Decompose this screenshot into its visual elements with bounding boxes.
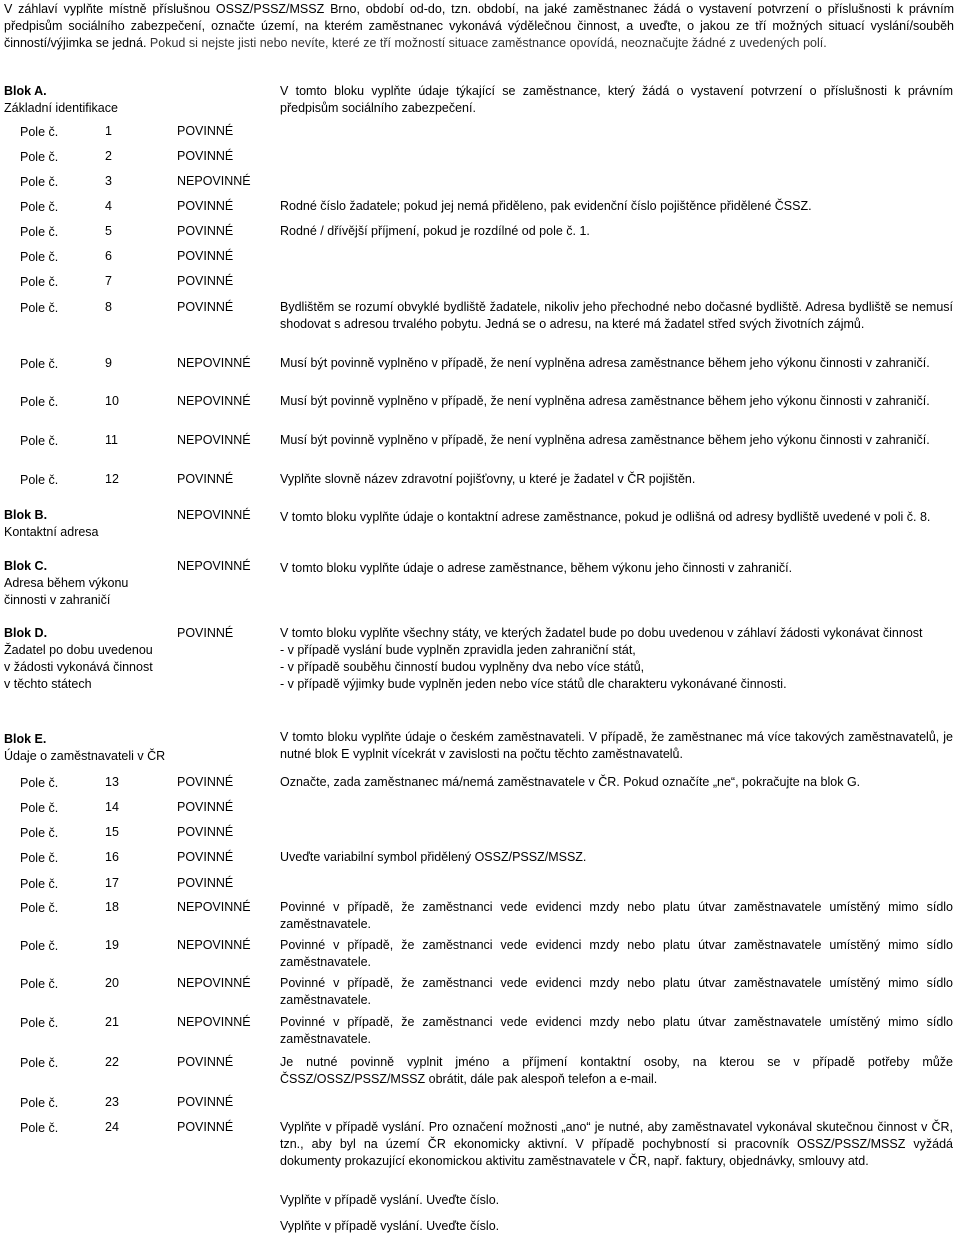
block-d-heading <box>4 625 154 693</box>
field-status: POVINNÉ <box>177 825 234 839</box>
field-number: 23 <box>105 1095 119 1109</box>
block-d-desc-line: - v případě souběhu činností budou vyplněny dva nebo více států, <box>280 660 645 674</box>
field-status: POVINNÉ <box>177 199 234 213</box>
field-number: 22 <box>105 1055 119 1069</box>
field-description: Povinné v případě, že zaměstnanci vede evidenci mzdy nebo platu útvar zaměstnavatele umístěný mimo sídlo zaměstnavatele. <box>280 976 953 1007</box>
field-description: Rodné / dřívější příjmení, pokud je rozdílné od pole č. 1. <box>280 224 590 238</box>
block-d-title: Blok D. <box>4 626 48 640</box>
field-label: Pole č. <box>20 1121 59 1135</box>
field-status: NEPOVINNÉ <box>177 1015 251 1029</box>
block-a-subtitle: Základní identifikace <box>4 101 118 115</box>
field-label: Pole č. <box>20 250 59 264</box>
field-status: POVINNÉ <box>177 124 234 138</box>
field-status: POVINNÉ <box>177 224 234 238</box>
field-status: NEPOVINNÉ <box>177 900 251 914</box>
field-label: Pole č. <box>20 200 59 214</box>
field-number: 5 <box>105 224 112 238</box>
field-number: 12 <box>105 472 119 486</box>
block-c-heading <box>4 558 164 609</box>
block-e-description: V tomto bloku vyplňte údaje o českém zaměstnavateli. V případě, že zaměstnanec má více takových zaměstnavatelů, je nutné blok E vyplnit vícekrát v zavislosti na počtu těchto zaměstnavatelů. <box>280 730 953 761</box>
field-label: Pole č. <box>20 395 59 409</box>
field-label: Pole č. <box>20 801 59 815</box>
field-label: Pole č. <box>20 434 59 448</box>
block-d-desc-line: - v případě vyslání bude vyplněn zpravidla jeden zahraniční stát, <box>280 643 636 657</box>
field-description: Uveďte variabilní symbol přidělený OSSZ/PSSZ/MSSZ. <box>280 850 587 864</box>
field-status: POVINNÉ <box>177 149 234 163</box>
field-number: 11 <box>105 433 118 447</box>
block-b-subtitle: Kontaktní adresa <box>4 525 99 539</box>
extra-note: Vyplňte v případě vyslání. Uveďte číslo. <box>280 1219 500 1233</box>
block-d-status: POVINNÉ <box>177 626 234 640</box>
block-d-desc-line: - v případě výjimky bude vyplněn jeden nebo více států dle charakteru vykonávané činnosti. <box>280 677 787 691</box>
field-status: POVINNÉ <box>177 1055 234 1069</box>
extra-note: Vyplňte v případě vyslání. Uveďte číslo. <box>280 1193 500 1207</box>
field-number: 24 <box>105 1120 119 1134</box>
field-description: Povinné v případě, že zaměstnanci vede evidenci mzdy nebo platu útvar zaměstnavatele umístěný mimo sídlo zaměstnavatele. <box>280 1015 953 1046</box>
field-number: 16 <box>105 850 119 864</box>
field-label: Pole č. <box>20 826 59 840</box>
block-a-description: V tomto bloku vyplňte údaje týkající se zaměstnance, který žádá o vystavení potvrzení o příslušnosti k právním předpisům sociálního zabezpečení. <box>280 84 953 115</box>
block-b-status: NEPOVINNÉ <box>177 508 251 522</box>
block-b-description: V tomto bloku vyplňte údaje o kontaktní adrese zaměstnance, pokud je odlišná od adresy bydliště uvedené v poli č. 8. <box>280 510 931 524</box>
block-e-title: Blok E. <box>4 732 47 746</box>
field-number: 17 <box>105 876 119 890</box>
block-c-description: V tomto bloku vyplňte údaje o adrese zaměstnance, během výkonu jeho činnosti v zahraničí. <box>280 561 793 575</box>
block-b-title: Blok B. <box>4 508 48 522</box>
field-status: NEPOVINNÉ <box>177 433 251 447</box>
field-label: Pole č. <box>20 977 59 991</box>
intro-text-main: V záhlaví vyplňte místně příslušnou OSSZ/PSSZ/MSSZ Brno, období od-do, tzn. období, na jaké zaměstnanec žádá o vystavení potvrzení o příslušnosti k právním předpisům sociálního zabezpečení, označte území, na kterém zaměstnanec vykonává výdělečnou činnost, a uveďte, o jakou ze tří možných situací vyslání/souběh činností/výjimka se jedná. <box>4 2 954 50</box>
field-number: 1 <box>105 124 112 138</box>
field-status: POVINNÉ <box>177 800 234 814</box>
field-status: NEPOVINNÉ <box>177 976 251 990</box>
field-status: POVINNÉ <box>177 1095 234 1109</box>
field-number: 6 <box>105 249 112 263</box>
field-label: Pole č. <box>20 1056 59 1070</box>
field-number: 9 <box>105 356 112 370</box>
field-status: NEPOVINNÉ <box>177 938 251 952</box>
field-label: Pole č. <box>20 851 59 865</box>
field-status: POVINNÉ <box>177 876 234 890</box>
field-label: Pole č. <box>20 225 59 239</box>
field-description: Je nutné povinně vyplnit jméno a příjmení kontaktní osoby, na kterou se v případě potřeby může ČSSZ/OSSZ/PSSZ/MSSZ obrátit, dále pak alespoň telefon a e-mail. <box>280 1055 953 1086</box>
field-description: Označte, zada zaměstnanec má/nemá zaměstnavatele v ČR. Pokud označíte „ne“, pokračujte na blok G. <box>280 775 861 789</box>
block-a-heading <box>4 83 174 117</box>
field-status: NEPOVINNÉ <box>177 394 251 408</box>
field-number: 14 <box>105 800 119 814</box>
block-d-description <box>280 625 953 693</box>
block-c-status: NEPOVINNÉ <box>177 559 251 573</box>
field-label: Pole č. <box>20 1096 59 1110</box>
field-label: Pole č. <box>20 301 59 315</box>
field-label: Pole č. <box>20 877 59 891</box>
field-status: NEPOVINNÉ <box>177 174 251 188</box>
field-label: Pole č. <box>20 901 59 915</box>
field-description: Vyplňte v případě vyslání. Pro označení možnosti „ano“ je nutné, aby zaměstnavatel vykonával skutečnou činnost v ČR, tzn., aby byl na území ČR ekonomicky aktivní. V případě pochybností si pracovník OSSZ/PSSZ/MSSZ vyžádá dokumenty prokazující ekonomickou aktivitu zaměstnavatele v ČR, např. faktury, objednávky, smlouvy atd. <box>280 1120 953 1168</box>
field-description: Povinné v případě, že zaměstnanci vede evidenci mzdy nebo platu útvar zaměstnavatele umístěný mimo sídlo zaměstnavatele. <box>280 938 953 969</box>
field-label: Pole č. <box>20 125 59 139</box>
field-label: Pole č. <box>20 939 59 953</box>
field-description: Bydlištěm se rozumí obvyklé bydliště žadatele, nikoliv jeho přechodné nebo dočasné bydliště. Adresa bydliště se nemusí shodovat s adresou trvalého pobytu. Jedná se o adresu, na které má žadatel střed svých životních zájmů. <box>280 300 953 331</box>
block-c-title: Blok C. <box>4 559 48 573</box>
field-label: Pole č. <box>20 275 59 289</box>
field-number: 15 <box>105 825 119 839</box>
field-description: Rodné číslo žadatele; pokud jej nemá přiděleno, pak evidenční číslo pojištěnce přidělené ČSSZ. <box>280 199 812 213</box>
field-number: 4 <box>105 199 112 213</box>
field-label: Pole č. <box>20 357 59 371</box>
field-number: 3 <box>105 174 112 188</box>
field-number: 18 <box>105 900 119 914</box>
field-status: POVINNÉ <box>177 300 234 314</box>
field-label: Pole č. <box>20 776 59 790</box>
field-number: 19 <box>105 938 119 952</box>
field-number: 2 <box>105 149 112 163</box>
field-number: 13 <box>105 775 119 789</box>
field-status: POVINNÉ <box>177 850 234 864</box>
field-status: POVINNÉ <box>177 274 234 288</box>
intro-text-note: Pokud si nejste jisti nebo nevíte, které ze tří možností situace zaměstnance opovídá, neoznačujte žádné z uvedených polí. <box>149 36 827 50</box>
field-status: POVINNÉ <box>177 472 234 486</box>
field-description: Musí být povinně vyplněno v případě, že není vyplněna adresa zaměstnance během jeho výkonu činnosti v zahraničí. <box>280 356 930 370</box>
field-description: Musí být povinně vyplněno v případě, že není vyplněna adresa zaměstnance během jeho výkonu činnosti v zahraničí. <box>280 433 930 447</box>
field-label: Pole č. <box>20 1016 59 1030</box>
block-e-subtitle: Údaje o zaměstnavateli v ČR <box>4 749 166 763</box>
block-a-title: Blok A. <box>4 84 47 98</box>
field-number: 21 <box>105 1015 119 1029</box>
intro-paragraph <box>4 1 954 52</box>
field-status: NEPOVINNÉ <box>177 356 251 370</box>
field-number: 8 <box>105 300 112 314</box>
field-description: Povinné v případě, že zaměstnanci vede evidenci mzdy nebo platu útvar zaměstnavatele umístěný mimo sídlo zaměstnavatele. <box>280 900 953 931</box>
block-d-desc-line: V tomto bloku vyplňte všechny státy, ve kterých žadatel bude po dobu uvedenou v záhlaví žádosti vykonávat činnost <box>280 626 923 640</box>
block-c-subtitle: Adresa během výkonu činnosti v zahraničí <box>4 576 129 607</box>
block-b-heading <box>4 507 174 541</box>
field-status: POVINNÉ <box>177 775 234 789</box>
field-label: Pole č. <box>20 175 59 189</box>
field-label: Pole č. <box>20 473 59 487</box>
field-label: Pole č. <box>20 150 59 164</box>
field-number: 10 <box>105 394 119 408</box>
block-e-heading <box>4 731 174 765</box>
field-status: POVINNÉ <box>177 1120 234 1134</box>
field-number: 20 <box>105 976 119 990</box>
field-description: Vyplňte slovně název zdravotní pojišťovny, u které je žadatel v ČR pojištěn. <box>280 472 696 486</box>
block-d-subtitle: Žadatel po dobu uvedenou v žádosti vykonává činnost v těchto státech <box>4 643 153 691</box>
field-number: 7 <box>105 274 112 288</box>
field-description: Musí být povinně vyplněno v případě, že není vyplněna adresa zaměstnance během jeho výkonu činnosti v zahraničí. <box>280 394 930 408</box>
field-status: POVINNÉ <box>177 249 234 263</box>
